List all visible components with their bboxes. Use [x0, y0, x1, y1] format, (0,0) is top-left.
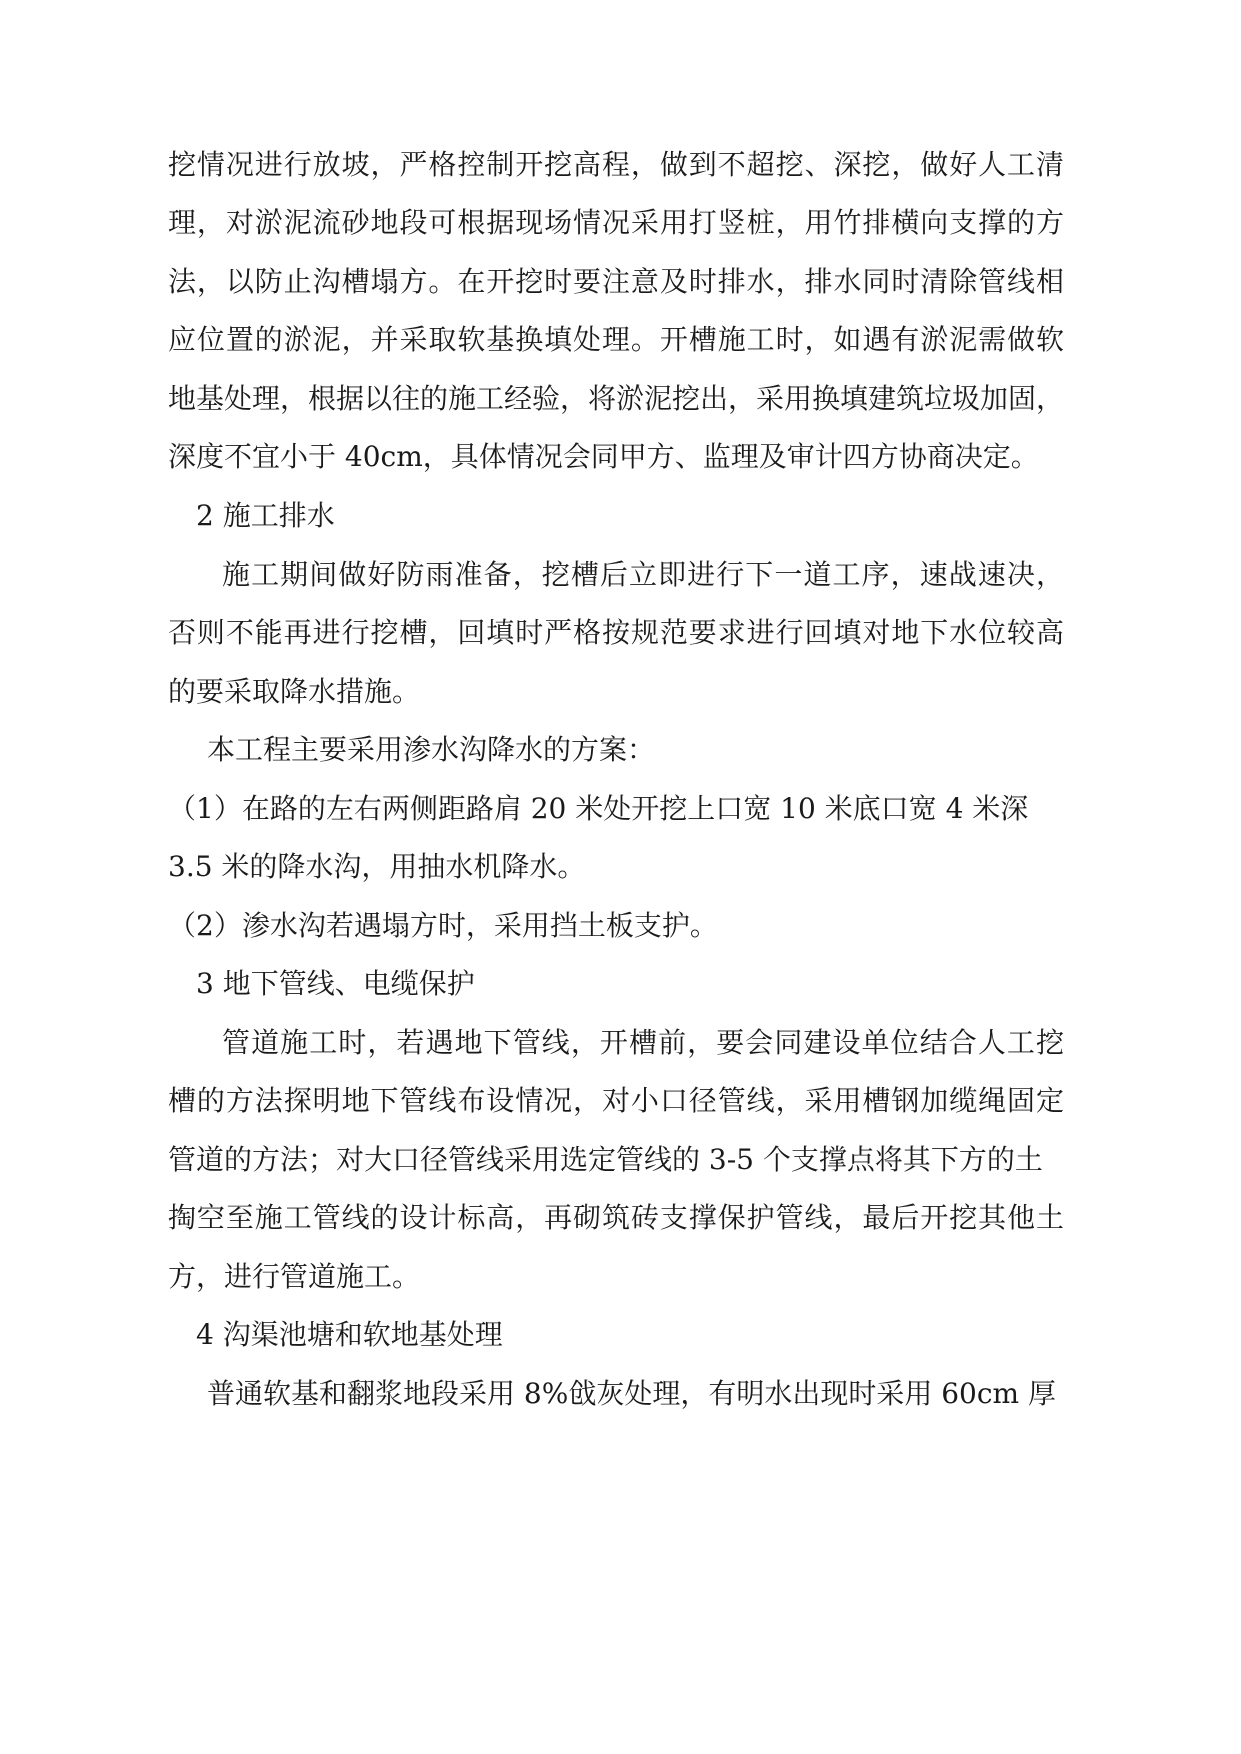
list-item: （1）在路的左右两侧距路肩 20 米处开挖上口宽 10 米底口宽 4 米深 — [168, 792, 1029, 825]
body-text-line: 深度不宜小于 40cm，具体情况会同甲方、监理及审计四方协商决定。 — [168, 440, 1039, 473]
body-text-line: 法，以防止沟槽塌方。在开挖时要注意及时排水，排水同时清除管线相 — [168, 265, 1064, 298]
body-text-line: 理，对淤泥流砂地段可根据现场情况采用打竖桩，用竹排横向支撑的方 — [168, 206, 1064, 239]
body-text-line: 否则不能再进行挖槽，回填时严格按规范要求进行回填对地下水位较高 — [168, 616, 1064, 649]
section-heading: 4 沟渠池塘和软地基处理 — [196, 1318, 503, 1351]
body-text-line: 施工期间做好防雨准备，挖槽后立即进行下一道工序，速战速决， — [222, 558, 1064, 591]
body-text-line: 掏空至施工管线的设计标高，再砌筑砖支撑保护管线，最后开挖其他土 — [168, 1201, 1064, 1234]
section-heading: 3 地下管线、电缆保护 — [196, 967, 475, 1000]
body-text-line: 方，进行管道施工。 — [168, 1260, 421, 1293]
body-text-line: 应位置的淤泥，并采取软基换填处理。开槽施工时，如遇有淤泥需做软 — [168, 323, 1064, 356]
body-text-line: 挖情况进行放坡，严格控制开挖高程，做到不超挖、深挖，做好人工清 — [168, 148, 1064, 181]
body-text-line: 本工程主要采用渗水沟降水的方案： — [207, 733, 656, 766]
list-item-continuation: 3.5 米的降水沟，用抽水机降水。 — [168, 850, 586, 883]
section-heading: 2 施工排水 — [196, 499, 335, 532]
body-text-line: 槽的方法探明地下管线布设情况，对小口径管线，采用槽钢加缆绳固定 — [168, 1084, 1064, 1117]
body-text-line: 普通软基和翻浆地段采用 8%戗灰处理，有明水出现时采用 60cm 厚 — [207, 1377, 1056, 1410]
body-text-line: 管道施工时，若遇地下管线，开槽前，要会同建设单位结合人工挖 — [222, 1026, 1064, 1059]
body-text-line: 地基处理，根据以往的施工经验，将淤泥挖出，采用换填建筑垃圾加固， — [168, 382, 1065, 415]
body-text-line: 的要采取降水措施。 — [168, 675, 421, 708]
list-item: （2）渗水沟若遇塌方时，采用挡土板支护。 — [168, 909, 718, 942]
body-text-line: 管道的方法；对大口径管线采用选定管线的 3-5 个支撑点将其下方的土 — [168, 1143, 1043, 1176]
